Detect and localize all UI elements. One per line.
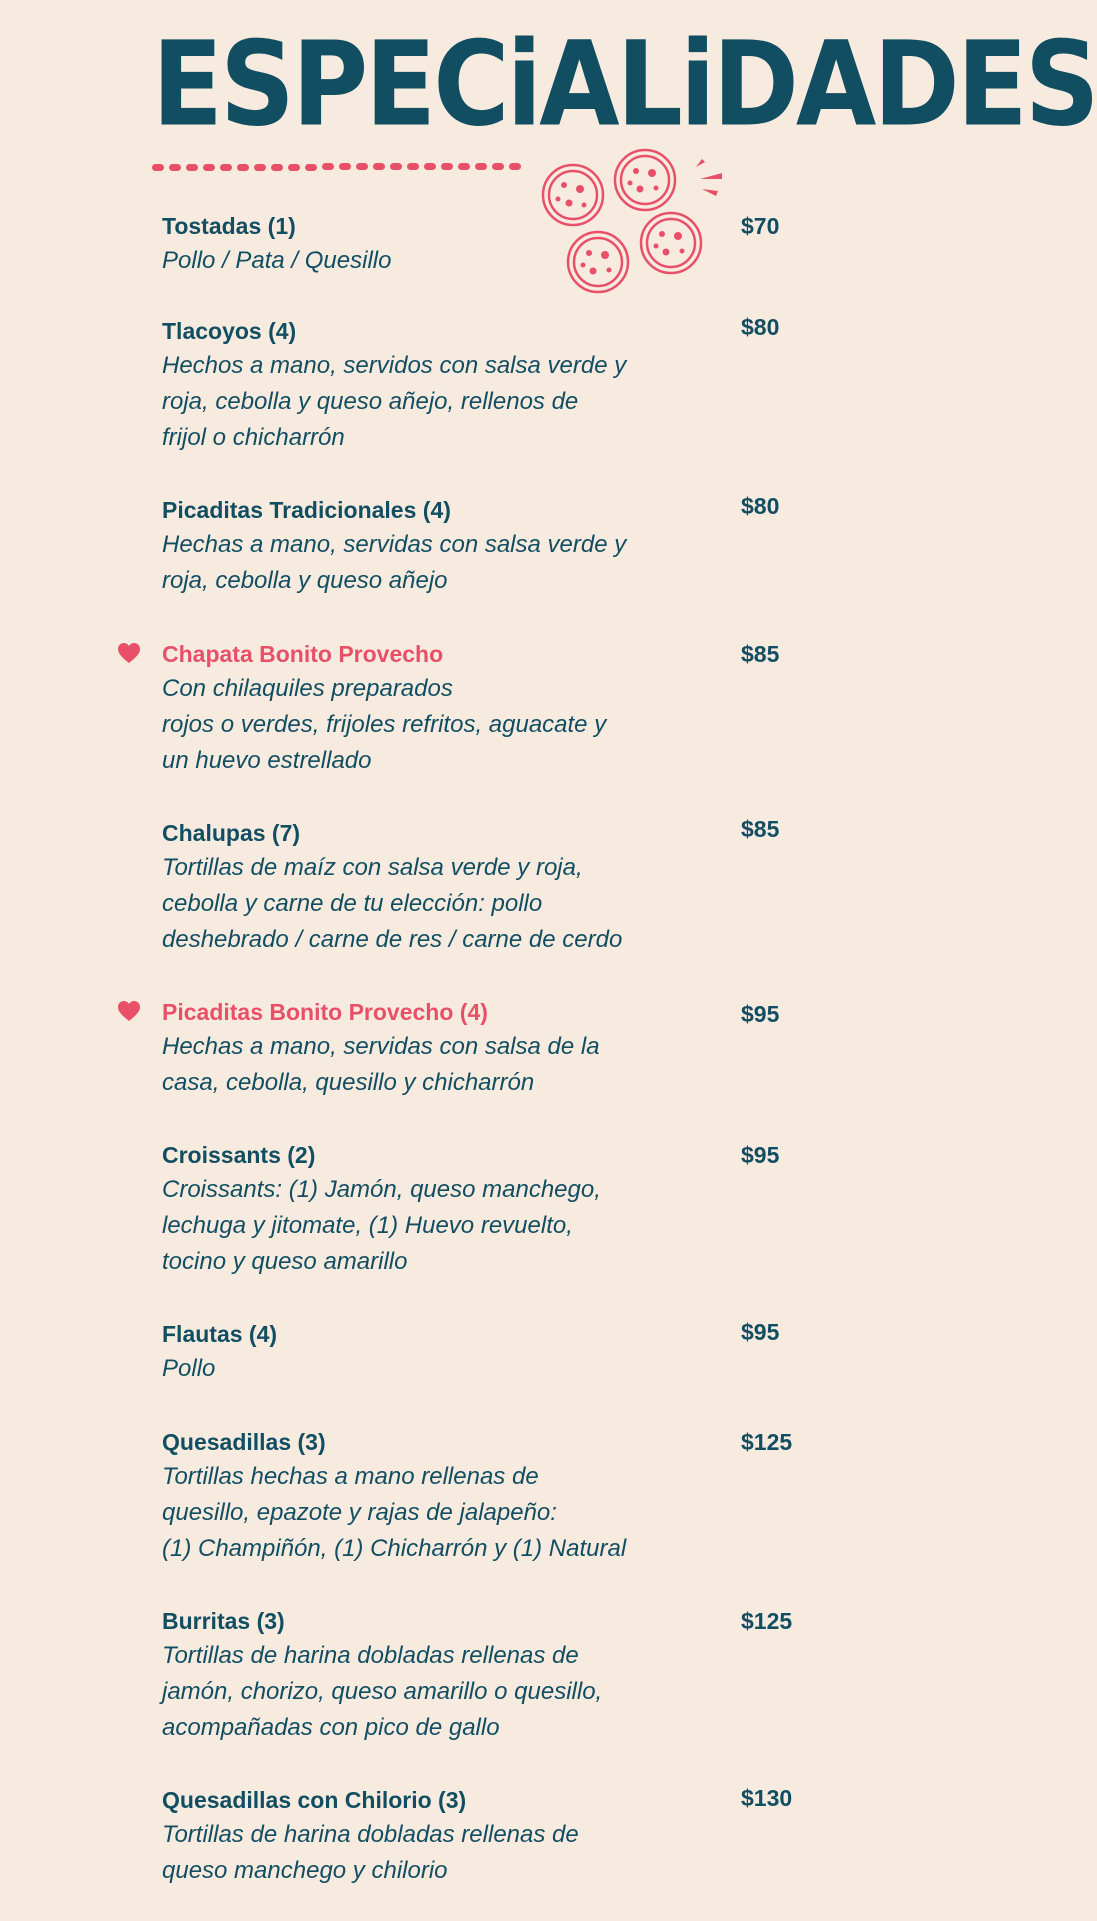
item-description: Hechas a mano, servidas con salsa verde y roja, cebolla y queso añejo [162, 531, 627, 594]
dashed-line [152, 160, 532, 174]
item-price: $80 [741, 493, 780, 519]
item-name: Burritas (3) [162, 1608, 285, 1634]
menu-item [162, 494, 902, 599]
sparkle-icon [696, 159, 722, 196]
item-price: $85 [741, 816, 780, 842]
menu-item [162, 1139, 902, 1280]
menu-item [162, 817, 902, 958]
item-description: Hechos a mano, servidos con salsa verde y roja, cebolla y queso añejo, rellenos de frijol o chicharrón [162, 352, 627, 451]
menu-item [162, 1426, 902, 1567]
item-description: Croissants: (1) Jamón, queso manchego, lechuga y jitomate, (1) Huevo revuelto, tocino y queso amarillo [162, 1176, 601, 1275]
item-description: Tortillas hechas a mano rellenas de quesillo, epazote y rajas de jalapeño: (1) Champiñón, (1) Chicharrón y (1) Natural [162, 1463, 627, 1562]
item-name: Quesadillas (3) [162, 1429, 326, 1455]
item-price: $95 [741, 1001, 780, 1027]
menu-item [162, 1318, 902, 1387]
page-title: ESPECiALiDADES [152, 15, 1097, 153]
item-description: Con chilaquiles preparados rojos o verdes, frijoles refritos, aguacate y un huevo estrellado [162, 675, 607, 774]
heart-icon [117, 1000, 141, 1022]
item-price: $125 [741, 1429, 793, 1455]
item-price: $130 [741, 1785, 793, 1811]
item-description: Tortillas de harina dobladas rellenas de jamón, chorizo, queso amarillo o quesillo, acompañadas con pico de gallo [162, 1642, 603, 1741]
item-name: Croissants (2) [162, 1142, 316, 1168]
menu-item [162, 1605, 902, 1746]
menu-item-featured [162, 638, 902, 779]
item-price: $125 [741, 1608, 793, 1634]
item-name: Picaditas Bonito Provecho (4) [162, 999, 488, 1025]
item-name: Flautas (4) [162, 1321, 278, 1347]
item-description: Tortillas de maíz con salsa verde y roja, cebolla y carne de tu elección: pollo deshebrado / carne de res / carne de cerdo [162, 854, 623, 953]
item-price: $85 [741, 641, 780, 667]
item-price: $95 [741, 1142, 780, 1168]
item-name: Quesadillas con Chilorio (3) [162, 1787, 467, 1813]
menu-item-featured [162, 996, 902, 1101]
item-name: Tlacoyos (4) [162, 318, 297, 344]
item-name: Picaditas Tradicionales (4) [162, 497, 451, 523]
menu-item [162, 315, 902, 456]
menu-item [162, 1784, 902, 1889]
item-description: Hechas a mano, servidas con salsa de la casa, cebolla, quesillo y chicharrón [162, 1033, 600, 1096]
item-description: Pollo / Pata / Quesillo [162, 247, 392, 274]
item-price: $70 [741, 213, 780, 239]
item-description: Pollo [162, 1355, 216, 1382]
item-name: Chapata Bonito Provecho [162, 641, 444, 667]
item-name: Tostadas (1) [162, 213, 296, 239]
item-price: $80 [741, 314, 780, 340]
menu-item [162, 210, 902, 279]
item-price: $95 [741, 1319, 780, 1345]
item-name: Chalupas (7) [162, 820, 301, 846]
item-description: Tortillas de harina dobladas rellenas de queso manchego y chilorio [162, 1821, 579, 1884]
heart-icon [117, 642, 141, 664]
